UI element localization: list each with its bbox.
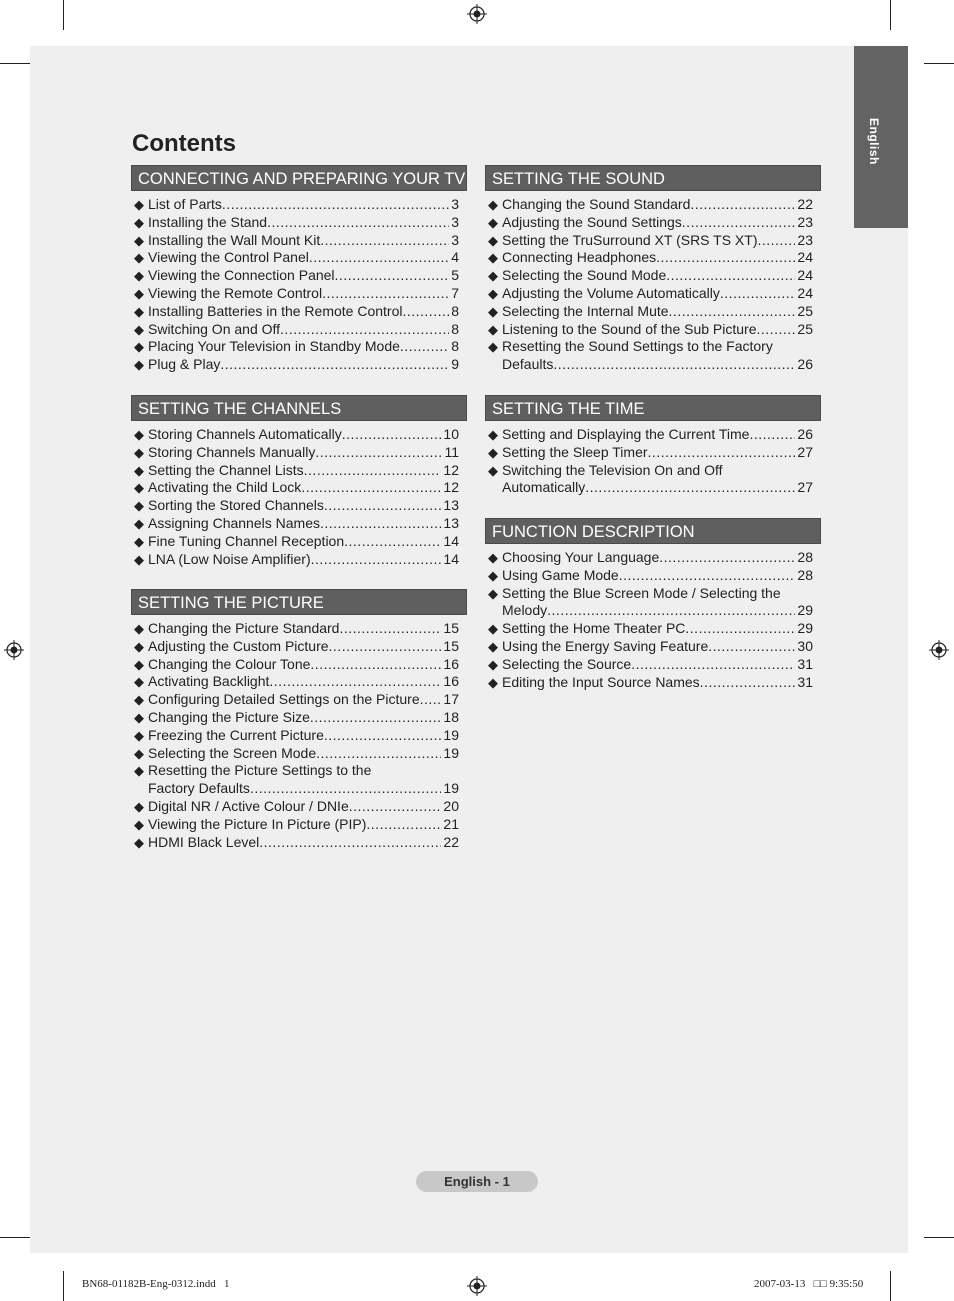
- crop-mark: [0, 63, 30, 64]
- dot-leader: [310, 709, 442, 727]
- dot-leader: [304, 462, 442, 480]
- section-picture: [131, 589, 467, 851]
- toc-entry[interactable]: [134, 321, 459, 339]
- diamond-bullet-icon: ◆: [488, 250, 498, 266]
- file-slug: BN68-01182B-Eng-0312.indd 1: [82, 1278, 230, 1290]
- toc-entry-title: Installing the Wall Mount Kit: [148, 231, 321, 248]
- toc-entry-title: Using the Energy Saving Feature: [502, 637, 709, 654]
- toc-entry-title: Sorting the Stored Channels: [148, 497, 324, 514]
- dot-leader: [631, 656, 795, 674]
- toc-entry[interactable]: [488, 462, 813, 498]
- section-heading: FUNCTION DESCRIPTION: [485, 518, 821, 544]
- toc-entry[interactable]: [134, 551, 459, 569]
- toc-page-number: 24: [797, 267, 813, 284]
- toc-entry[interactable]: [134, 762, 459, 798]
- toc-page-number: 14: [443, 532, 459, 549]
- dot-leader: [666, 267, 795, 285]
- section-time: [485, 395, 821, 497]
- toc-list: [485, 426, 821, 497]
- dot-leader: [335, 267, 450, 285]
- registration-mark-icon: [467, 1276, 487, 1296]
- toc-entry-title: Setting and Displaying the Current Time: [502, 426, 750, 442]
- toc-page-number: 16: [443, 673, 459, 690]
- toc-page-number: 24: [797, 284, 813, 301]
- toc-entry[interactable]: [134, 444, 459, 462]
- diamond-bullet-icon: ◆: [134, 745, 144, 761]
- diamond-bullet-icon: ◆: [488, 303, 498, 319]
- toc-entry[interactable]: [488, 196, 813, 214]
- toc-entry-title: Freezing the Current Picture: [148, 726, 324, 743]
- toc-entry[interactable]: [134, 745, 459, 763]
- dot-leader: [339, 620, 441, 638]
- toc-page-number: 24: [797, 249, 813, 266]
- section-connecting: [131, 165, 467, 374]
- diamond-bullet-icon: ◆: [134, 709, 144, 725]
- toc-entry[interactable]: [134, 196, 459, 214]
- toc-entry[interactable]: [134, 515, 459, 533]
- dot-leader: [656, 249, 795, 267]
- diamond-bullet-icon: ◆: [488, 550, 498, 565]
- diamond-bullet-icon: ◆: [134, 727, 144, 743]
- toc-page-number: 17: [443, 691, 459, 708]
- dot-leader: [349, 798, 442, 816]
- diamond-bullet-icon: ◆: [134, 285, 144, 301]
- language-tab-label: English: [867, 118, 881, 165]
- crop-mark: [890, 0, 891, 30]
- diamond-bullet-icon: ◆: [134, 250, 144, 266]
- crop-mark: [63, 1271, 64, 1301]
- toc-entry-title: Setting the TruSurround XT (SRS TS XT): [502, 231, 758, 248]
- toc-entry[interactable]: [488, 549, 813, 567]
- diamond-bullet-icon: ◆: [134, 533, 144, 549]
- diamond-bullet-icon: ◆: [134, 339, 144, 355]
- dot-leader: [757, 232, 795, 250]
- dot-leader: [220, 356, 449, 374]
- diamond-bullet-icon: ◆: [134, 232, 144, 248]
- toc-entry[interactable]: [488, 426, 813, 444]
- toc-entry[interactable]: [488, 232, 813, 250]
- registration-mark-icon: [929, 640, 949, 660]
- diamond-bullet-icon: ◆: [488, 197, 498, 212]
- toc-entry-title-line: Resetting the Picture Settings to the: [148, 762, 372, 779]
- toc-entry-title: Viewing the Remote Control: [148, 284, 323, 301]
- diamond-bullet-icon: ◆: [134, 444, 144, 460]
- toc-entry[interactable]: [134, 214, 459, 232]
- toc-page-number: 8: [451, 320, 459, 337]
- diamond-bullet-icon: ◆: [134, 480, 144, 496]
- crop-mark: [924, 63, 954, 64]
- dot-leader: [420, 691, 442, 709]
- dot-leader: [222, 196, 449, 214]
- diamond-bullet-icon: ◆: [134, 214, 144, 230]
- dot-leader: [400, 338, 449, 356]
- toc-page-number: 28: [797, 566, 813, 583]
- toc-entry-title-line: Resetting the Sound Settings to the Factory: [502, 338, 773, 355]
- dot-leader: [310, 656, 441, 674]
- dot-leader: [757, 321, 796, 339]
- dot-leader: [315, 444, 442, 462]
- toc-page-number: 10: [443, 426, 459, 442]
- print-timestamp: 2007-03-13 □□ 9:35:50: [754, 1278, 864, 1290]
- dot-leader: [250, 780, 441, 798]
- dot-leader: [553, 356, 795, 374]
- toc-page-number: 19: [443, 780, 459, 797]
- dot-leader: [320, 232, 449, 250]
- diamond-bullet-icon: ◆: [134, 656, 144, 672]
- toc-entry[interactable]: [134, 620, 459, 638]
- diamond-bullet-icon: ◆: [488, 214, 498, 230]
- toc-page-number: 29: [797, 602, 813, 619]
- toc-entry[interactable]: [488, 214, 813, 232]
- toc-entry-title: Changing the Picture Size: [148, 708, 310, 725]
- toc-page-number: 27: [797, 479, 813, 496]
- toc-page-number: 27: [797, 443, 813, 460]
- diamond-bullet-icon: ◆: [488, 462, 498, 478]
- toc-page-number: 3: [451, 231, 459, 248]
- toc-list: [485, 196, 821, 374]
- diamond-bullet-icon: ◆: [134, 692, 144, 708]
- section-heading: SETTING THE SOUND: [485, 165, 821, 191]
- toc-entry[interactable]: [134, 479, 459, 497]
- toc-page-number: 19: [443, 744, 459, 761]
- toc-entry-title: Viewing the Control Panel: [148, 249, 309, 266]
- dot-leader: [324, 497, 442, 515]
- toc-page-number: 23: [797, 231, 813, 248]
- toc-entry-title: Activating the Child Lock: [148, 479, 302, 496]
- toc-page-number: 3: [451, 213, 459, 230]
- toc-entry[interactable]: [134, 709, 459, 727]
- diamond-bullet-icon: ◆: [134, 621, 144, 636]
- dot-leader: [269, 673, 441, 691]
- toc-list: [131, 426, 467, 568]
- toc-entry[interactable]: [134, 638, 459, 656]
- diamond-bullet-icon: ◆: [488, 674, 498, 690]
- dot-leader: [366, 816, 441, 834]
- toc-page-number: 20: [443, 797, 459, 814]
- toc-page-number: 12: [443, 461, 459, 478]
- dot-leader: [669, 303, 796, 321]
- dot-leader: [280, 321, 449, 339]
- toc-entry-title: Selecting the Source: [502, 655, 632, 672]
- dot-leader: [301, 479, 441, 497]
- toc-page-number: 25: [797, 302, 813, 319]
- toc-entry[interactable]: [134, 656, 459, 674]
- diamond-bullet-icon: ◆: [134, 816, 144, 832]
- toc-page-number: 4: [451, 249, 459, 266]
- dot-leader: [329, 638, 442, 656]
- diamond-bullet-icon: ◆: [134, 357, 144, 373]
- toc-entry-title: Changing the Picture Standard: [148, 620, 340, 636]
- toc-page-number: 8: [451, 338, 459, 355]
- diamond-bullet-icon: ◆: [488, 339, 498, 355]
- toc-page-number: 3: [451, 196, 459, 212]
- toc-entry-title: Setting the Channel Lists: [148, 461, 304, 478]
- page-number-badge: English - 1: [416, 1171, 538, 1192]
- toc-page-number: 28: [797, 549, 813, 565]
- toc-page-number: 30: [797, 637, 813, 654]
- dot-leader: [547, 602, 795, 620]
- toc-page-number: 16: [443, 655, 459, 672]
- toc-entry-title: Activating Backlight: [148, 673, 270, 690]
- toc-entry-title: Storing Channels Automatically: [148, 426, 342, 442]
- dot-leader: [342, 426, 442, 444]
- toc-entry-title: Setting the Home Theater PC: [502, 620, 686, 637]
- toc-entry[interactable]: [488, 444, 813, 462]
- toc-entry[interactable]: [488, 249, 813, 267]
- toc-page-number: 31: [797, 673, 813, 690]
- toc-entry[interactable]: [134, 267, 459, 285]
- toc-entry[interactable]: [134, 462, 459, 480]
- diamond-bullet-icon: ◆: [134, 268, 144, 284]
- diamond-bullet-icon: ◆: [488, 427, 498, 442]
- diamond-bullet-icon: ◆: [134, 515, 144, 531]
- diamond-bullet-icon: ◆: [134, 551, 144, 567]
- toc-entry[interactable]: [134, 673, 459, 691]
- toc-entry-title: Installing Batteries in the Remote Control: [148, 302, 403, 319]
- section-heading: SETTING THE TIME: [485, 395, 821, 421]
- toc-page-number: 21: [443, 815, 459, 832]
- dot-leader: [648, 444, 796, 462]
- diamond-bullet-icon: ◆: [134, 763, 144, 779]
- toc-page-number: 25: [797, 320, 813, 337]
- diamond-bullet-icon: ◆: [134, 427, 144, 442]
- dot-leader: [685, 620, 795, 638]
- toc-entry[interactable]: [488, 656, 813, 674]
- registration-mark-icon: [4, 640, 24, 660]
- dot-leader: [619, 567, 796, 585]
- toc-entry-title: Storing Channels Manually: [148, 443, 316, 460]
- toc-page-number: 15: [443, 620, 459, 636]
- toc-entry[interactable]: [488, 585, 813, 621]
- diamond-bullet-icon: ◆: [488, 268, 498, 284]
- toc-page-number: 8: [451, 302, 459, 319]
- toc-entry-title: Changing the Sound Standard: [502, 196, 691, 212]
- toc-list: [485, 549, 821, 691]
- toc-entry-title: Connecting Headphones: [502, 249, 657, 266]
- section-heading: SETTING THE PICTURE: [131, 589, 467, 615]
- toc-page-number: 11: [444, 443, 459, 460]
- crop-mark: [890, 1271, 891, 1301]
- toc-entry-title: Viewing the Picture In Picture (PIP): [148, 815, 367, 832]
- toc-page-number: 18: [443, 708, 459, 725]
- page-title: Contents: [132, 130, 236, 157]
- toc-entry[interactable]: [134, 426, 459, 444]
- diamond-bullet-icon: ◆: [134, 321, 144, 337]
- dot-leader: [324, 727, 442, 745]
- toc-entry[interactable]: [134, 497, 459, 515]
- section-sound: [485, 165, 821, 374]
- toc-entry-title: LNA (Low Noise Amplifier): [148, 550, 311, 567]
- dot-leader: [267, 214, 449, 232]
- toc-entry-title: Switching On and Off: [148, 320, 281, 337]
- toc-list: [131, 620, 467, 851]
- toc-entry-title: Digital NR / Active Colour / DNIe: [148, 797, 349, 814]
- toc-page-number: 22: [797, 196, 813, 212]
- toc-entry[interactable]: [488, 338, 813, 374]
- toc-page-number: 13: [443, 514, 459, 531]
- dot-leader: [402, 303, 449, 321]
- toc-page-number: 13: [443, 497, 459, 514]
- toc-page-number: 5: [451, 267, 459, 284]
- toc-entry-title: Assigning Channels Names: [148, 514, 320, 531]
- diamond-bullet-icon: ◆: [488, 232, 498, 248]
- toc-entry-title: Adjusting the Custom Picture: [148, 637, 329, 654]
- section-heading: SETTING THE CHANNELS: [131, 395, 467, 421]
- toc-entry-title: Melody: [502, 602, 548, 619]
- toc-entry-title: Selecting the Internal Mute: [502, 302, 669, 319]
- diamond-bullet-icon: ◆: [134, 462, 144, 478]
- toc-entry-title: Changing the Colour Tone: [148, 655, 311, 672]
- toc-entry-title: Choosing Your Language: [502, 549, 660, 565]
- toc-entry[interactable]: [134, 533, 459, 551]
- crop-mark: [0, 1237, 30, 1238]
- diamond-bullet-icon: ◆: [134, 303, 144, 319]
- toc-entry[interactable]: [488, 674, 813, 692]
- toc-page-number: 19: [443, 726, 459, 743]
- toc-page-number: 26: [797, 356, 813, 373]
- toc-entry-title-line: Switching the Television On and Off: [502, 461, 723, 478]
- toc-entry[interactable]: [488, 567, 813, 585]
- dot-leader: [320, 515, 441, 533]
- diamond-bullet-icon: ◆: [488, 285, 498, 301]
- toc-entry-title: Listening to the Sound of the Sub Picture: [502, 320, 757, 337]
- diamond-bullet-icon: ◆: [134, 498, 144, 514]
- toc-entry-title: Installing the Stand: [148, 213, 268, 230]
- diamond-bullet-icon: ◆: [134, 197, 144, 212]
- toc-entry[interactable]: [488, 321, 813, 339]
- dot-leader: [708, 638, 795, 656]
- toc-entry-title: Factory Defaults: [148, 780, 250, 797]
- dot-leader: [311, 551, 442, 569]
- toc-page-number: 22: [443, 833, 459, 850]
- diamond-bullet-icon: ◆: [134, 834, 144, 850]
- toc-entry-title: HDMI Black Level: [148, 833, 260, 850]
- dot-leader: [682, 214, 796, 232]
- toc-entry-title-line: Setting the Blue Screen Mode / Selecting the: [502, 584, 781, 601]
- toc-entry-title: Selecting the Sound Mode: [502, 267, 667, 284]
- section-channels: [131, 395, 467, 568]
- toc-page-number: 14: [443, 550, 459, 567]
- diamond-bullet-icon: ◆: [488, 444, 498, 460]
- crop-mark: [924, 1237, 954, 1238]
- toc-entry[interactable]: [134, 834, 459, 852]
- toc-entry[interactable]: [134, 798, 459, 816]
- toc-entry[interactable]: [134, 816, 459, 834]
- toc-entry-title: Viewing the Connection Panel: [148, 267, 335, 284]
- toc-page-number: 31: [797, 655, 813, 672]
- toc-page-number: 29: [797, 620, 813, 637]
- toc-page-number: 9: [451, 356, 459, 373]
- toc-entry[interactable]: [134, 303, 459, 321]
- dot-leader: [749, 426, 795, 444]
- toc-entry-title: List of Parts: [148, 196, 222, 212]
- toc-entry[interactable]: [488, 267, 813, 285]
- dot-leader: [690, 196, 795, 214]
- toc-entry[interactable]: [134, 285, 459, 303]
- toc-entry-title: Editing the Input Source Names: [502, 673, 700, 690]
- diamond-bullet-icon: ◆: [488, 621, 498, 637]
- toc-page-number: 15: [443, 637, 459, 654]
- toc-entry-title: Setting the Sleep Timer: [502, 443, 648, 460]
- diamond-bullet-icon: ◆: [488, 321, 498, 337]
- toc-entry-title: Placing Your Television in Standby Mode: [148, 338, 400, 355]
- toc-page-number: 12: [443, 479, 459, 496]
- toc-entry-title: Configuring Detailed Settings on the Picture: [148, 691, 420, 708]
- toc-page-number: 26: [797, 426, 813, 442]
- dot-leader: [720, 285, 796, 303]
- dot-leader: [259, 834, 441, 852]
- diamond-bullet-icon: ◆: [488, 638, 498, 654]
- dot-leader: [309, 249, 449, 267]
- toc-entry[interactable]: [488, 620, 813, 638]
- toc-entry-title: Selecting the Screen Mode: [148, 744, 317, 761]
- toc-entry-title: Defaults: [502, 356, 554, 373]
- crop-mark: [63, 0, 64, 30]
- diamond-bullet-icon: ◆: [134, 638, 144, 654]
- dot-leader: [344, 533, 441, 551]
- section-function: [485, 518, 821, 691]
- toc-entry[interactable]: [134, 727, 459, 745]
- toc-entry[interactable]: [134, 249, 459, 267]
- toc-entry-title: Automatically: [502, 479, 586, 496]
- toc-entry-title: Using Game Mode: [502, 566, 619, 583]
- toc-list: [131, 196, 467, 374]
- toc-entry-title: Fine Tuning Channel Reception: [148, 532, 345, 549]
- registration-mark-icon: [467, 4, 487, 24]
- toc-page-number: 7: [451, 284, 459, 301]
- dot-leader: [316, 745, 441, 763]
- toc-entry[interactable]: [134, 356, 459, 374]
- toc-entry[interactable]: [134, 232, 459, 250]
- toc-entry-title: Adjusting the Sound Settings: [502, 213, 682, 230]
- diamond-bullet-icon: ◆: [134, 798, 144, 814]
- toc-entry[interactable]: [134, 691, 459, 709]
- toc-entry[interactable]: [488, 638, 813, 656]
- toc-entry[interactable]: [488, 285, 813, 303]
- toc-entry[interactable]: [134, 338, 459, 356]
- diamond-bullet-icon: ◆: [134, 674, 144, 690]
- dot-leader: [585, 479, 795, 497]
- dot-leader: [322, 285, 449, 303]
- diamond-bullet-icon: ◆: [488, 656, 498, 672]
- dot-leader: [659, 549, 795, 567]
- section-heading: CONNECTING AND PREPARING YOUR TV: [131, 165, 467, 191]
- toc-page-number: 23: [797, 213, 813, 230]
- toc-entry-title: Adjusting the Volume Automatically: [502, 284, 720, 301]
- language-tab: [854, 46, 908, 228]
- toc-entry-title: Plug & Play: [148, 356, 221, 373]
- diamond-bullet-icon: ◆: [488, 585, 498, 601]
- dot-leader: [700, 674, 796, 692]
- toc-entry[interactable]: [488, 303, 813, 321]
- diamond-bullet-icon: ◆: [488, 567, 498, 583]
